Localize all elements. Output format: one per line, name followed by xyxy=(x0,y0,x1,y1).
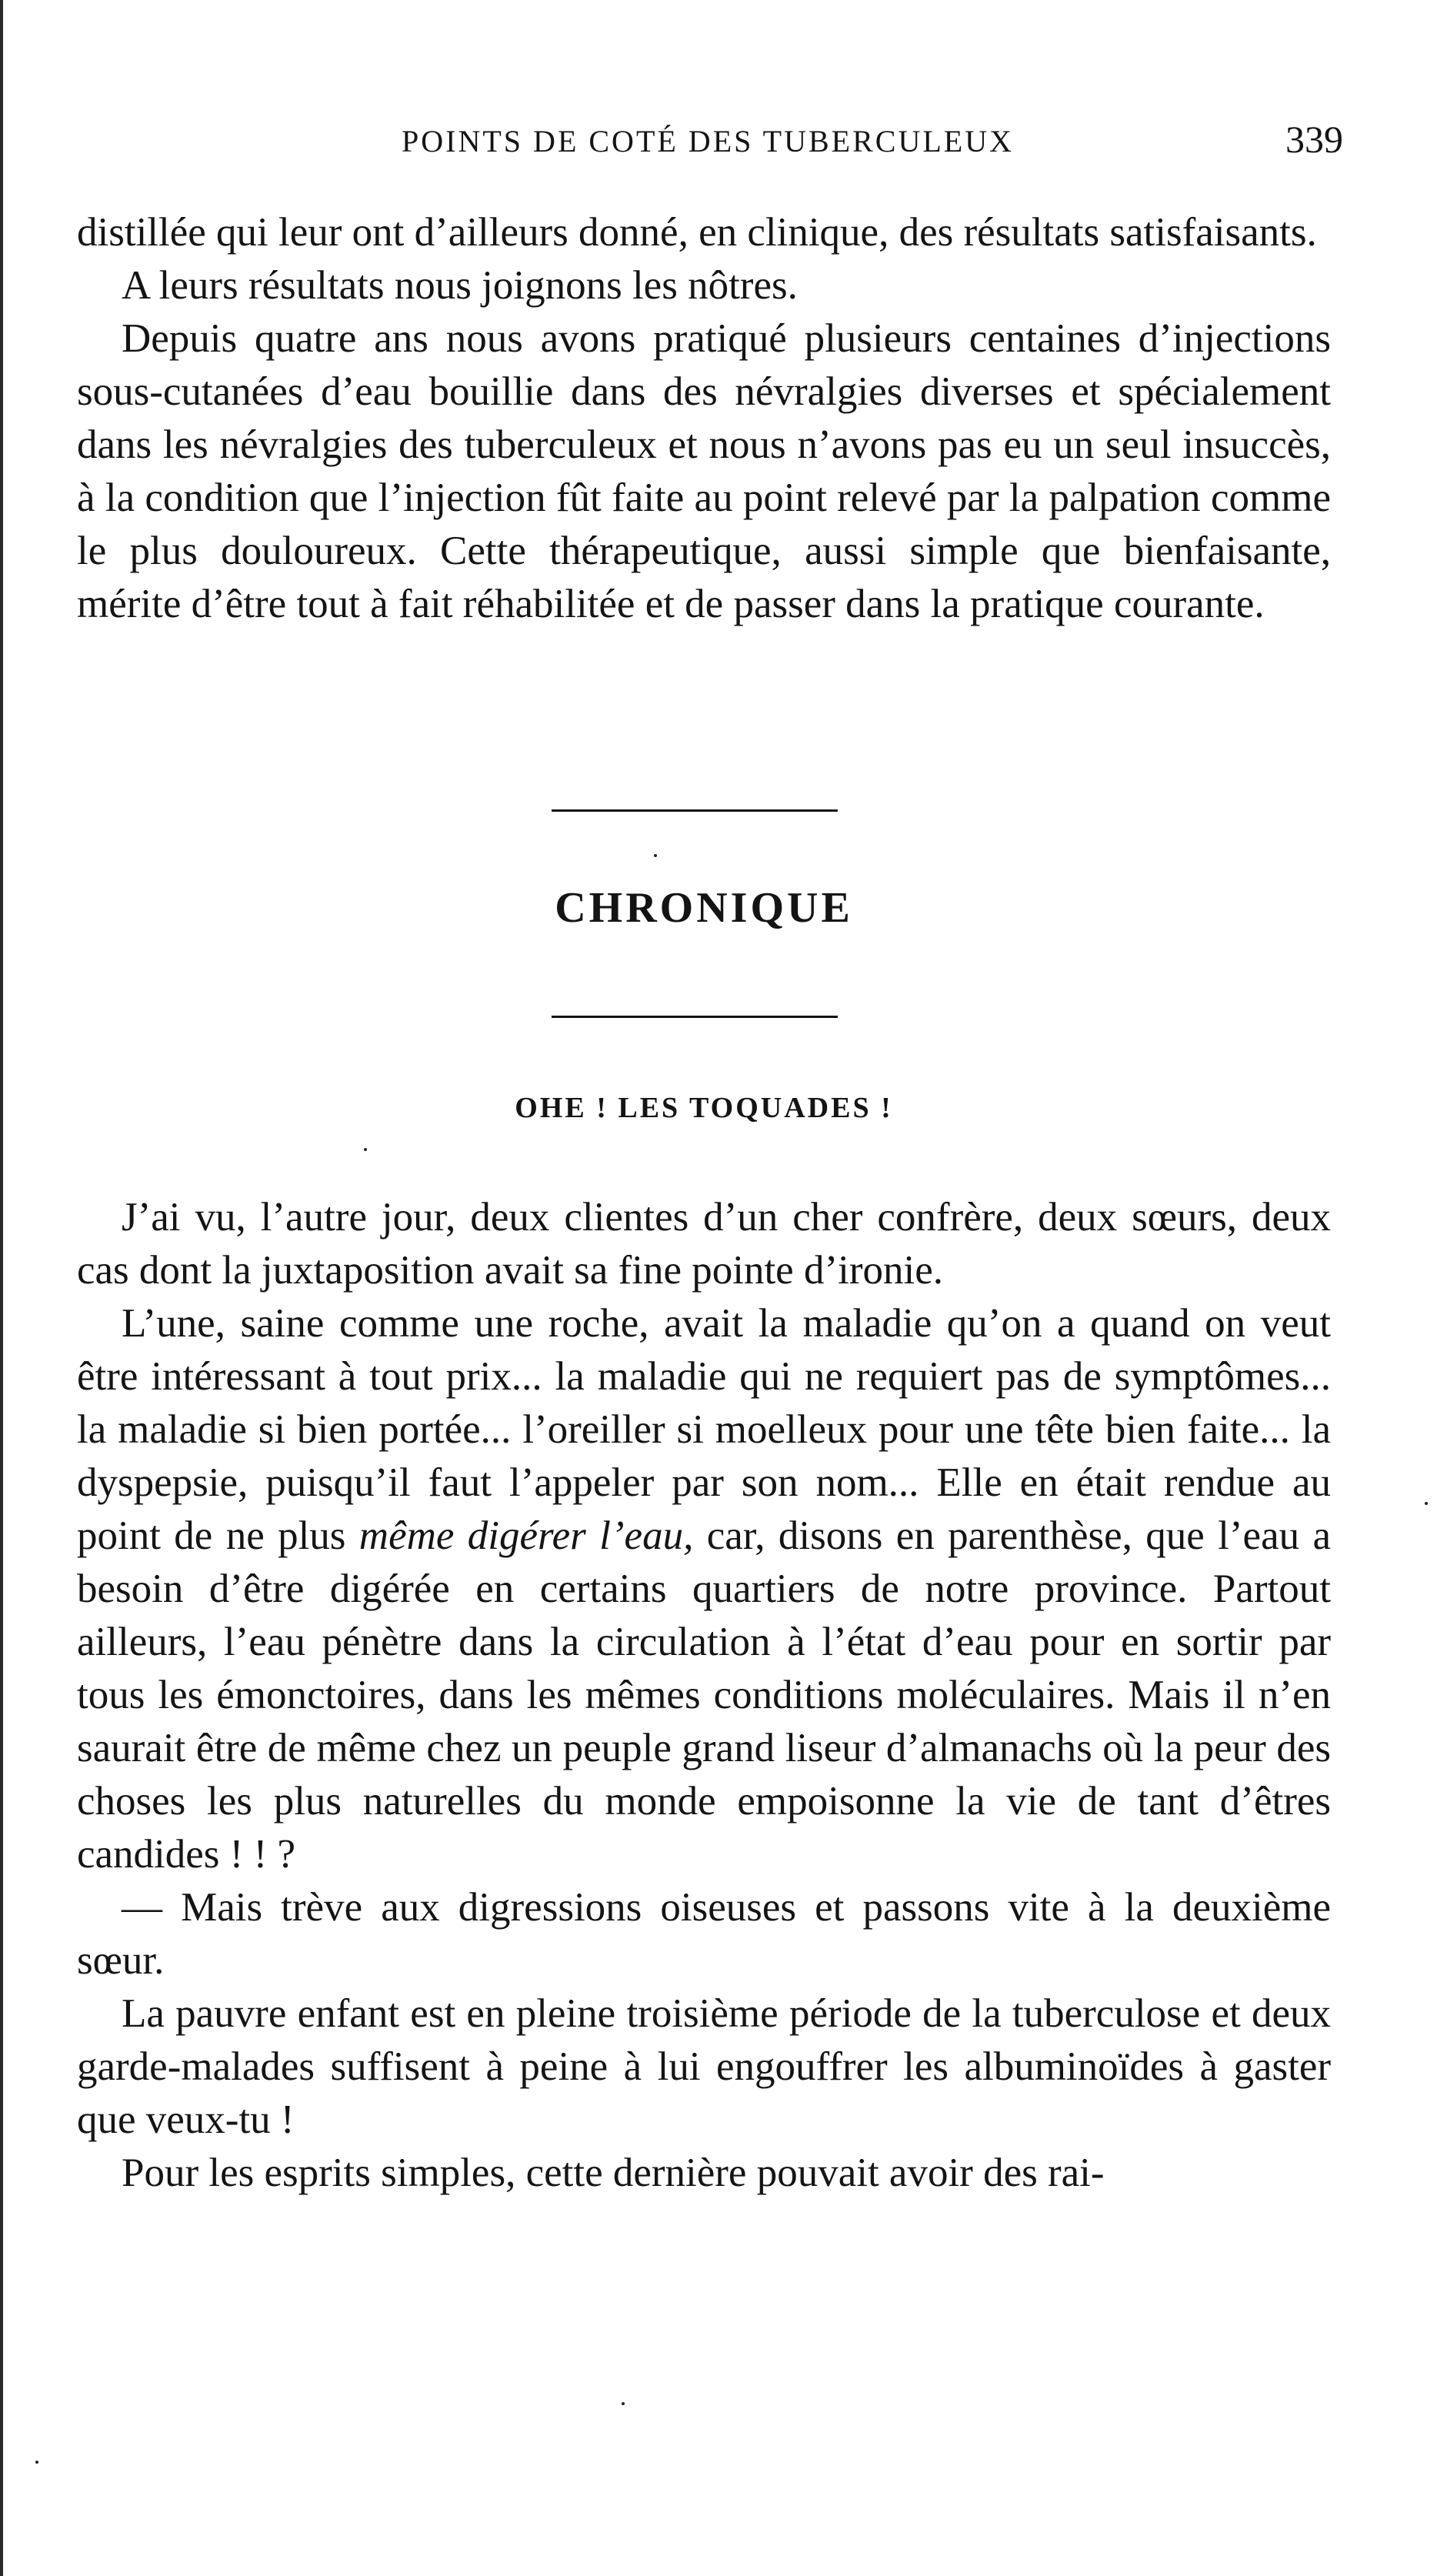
print-speck xyxy=(622,2402,625,2405)
paragraph-text: L’une, saine comme une roche, avait la maladie qu’on a quand on veut être intéressant à tout prix... la maladie qui ne requiert pas de symptômes... la maladie si bien portée... l’oreiller si moelleux pour une tête bien faite... la dyspepsie, puisqu’il faut l’appeler par son nom... Elle en était rendue au point de ne plus xyxy=(77,1301,1331,1558)
paragraph xyxy=(77,1297,1331,1881)
article-body xyxy=(77,1191,1331,2200)
book-page xyxy=(77,0,1343,2576)
running-header xyxy=(77,117,1343,163)
italic-phrase: même digérer l’eau, xyxy=(358,1513,694,1558)
paragraph: distillée qui leur ont d’ailleurs donné, en clinique, des résultats satisfaisants. xyxy=(77,210,1317,255)
paragraph: Depuis quatre ans nous avons pratiqué plusieurs centaines d’injections sous-cutanées d’eau bouillie dans des névralgies diverses et spécialement dans les névralgies des tuberculeux et nous n’avons pas eu un seul insuccès, à la condition que l’injection fût faite au point relevé par la palpation comme le plus douloureux. Cette thérapeutique, aussi simple que bienfaisante, mérite d’être tout à fait réhabilitée et de passer dans la pratique courante. xyxy=(77,316,1331,626)
paragraph: J’ai vu, l’autre jour, deux clientes d’un cher confrère, deux sœurs, deux cas dont la juxtaposition avait sa fine pointe d’ironie. xyxy=(77,1195,1331,1293)
paragraph: Pour les esprits simples, cette dernière pouvait avoir des rai- xyxy=(122,2151,1105,2195)
page-number: 339 xyxy=(1285,118,1343,161)
print-speck xyxy=(364,1148,367,1151)
running-title: POINTS DE COTÉ DES TUBERCULEUX xyxy=(402,124,1014,158)
section-title: CHRONIQUE xyxy=(555,884,853,932)
article-title: OHE ! LES TOQUADES ! xyxy=(515,1092,893,1124)
previous-article-text xyxy=(77,206,1331,631)
print-speck xyxy=(1425,1502,1428,1505)
paragraph: A leurs résultats nous joignons les nôtres. xyxy=(122,263,798,308)
paragraph: La pauvre enfant est en pleine troisième période de la tuberculose et deux garde-malades suffisent à peine à lui engouffrer les albuminoïdes à gaster que veux-tu ! xyxy=(77,1991,1331,2142)
page-edge-shadow xyxy=(0,0,3,2576)
print-speck xyxy=(35,2461,38,2464)
section-divider-bottom xyxy=(552,1016,838,1018)
section-divider-top xyxy=(552,809,838,812)
print-speck xyxy=(654,854,657,857)
paragraph: — Mais trève aux digressions oiseuses et passons vite à la deuxième sœur. xyxy=(77,1885,1331,1983)
paragraph-text: car, disons en parenthèse, que l’eau a besoin d’être digérée en certains quartiers de notre province. Partout ailleurs, l’eau pénètre dans la circulation à l’état d’eau pour en sortir par tous les émonctoires, dans les mêmes conditions moléculaires. Mais il n’en saurait être de même chez un peuple grand liseur d’almanachs où la peur des choses les plus naturelles du monde empoisonne la vie de tant d’êtres candides ! ! ? xyxy=(77,1513,1331,1877)
